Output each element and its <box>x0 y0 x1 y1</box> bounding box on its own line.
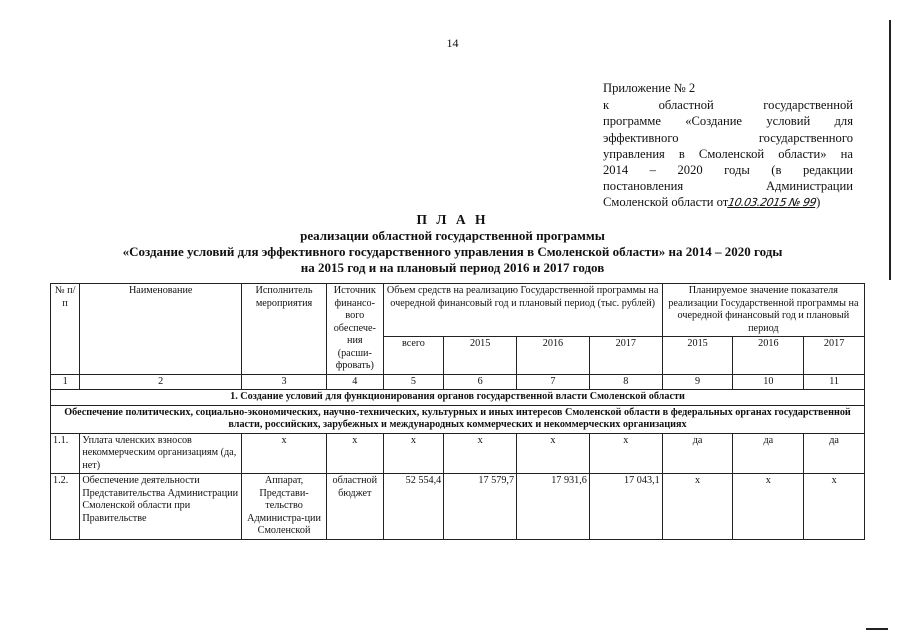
row-source: х <box>327 433 384 474</box>
goal-text: Обеспечение политических, социально-экономических, научно-технических, культурных и иных интересов Смоленской области в федеральных органах государственной власти, российских, зарубежных и международных коммерческих и некоммерческих организациях <box>51 405 865 433</box>
row-plan-2015: х <box>662 474 733 540</box>
row-plan-2017: да <box>804 433 865 474</box>
col-number: 10 <box>733 374 804 390</box>
header-total: всего <box>383 337 444 375</box>
row-plan-2017: х <box>804 474 865 540</box>
appendix-last-line <box>603 194 853 211</box>
row-2015: 17 579,7 <box>444 474 517 540</box>
goal-row <box>51 405 865 433</box>
corner-mark <box>866 628 888 630</box>
row-name: Уплата членских взносов некоммерческим организациям (да, нет) <box>80 433 242 474</box>
title-line: «Создание условий для эффективного государственного управления в Смоленской области» на 2014 – 2020 годы <box>122 244 783 259</box>
appendix-number: Приложение № 2 <box>603 81 696 95</box>
row-plan-2016: х <box>733 474 804 540</box>
column-number-row <box>51 374 865 390</box>
header-volume: Объем средств на реализацию Государственной программы на очередной финансовый год и плановый период (тыс. рублей) <box>383 284 662 337</box>
header-name: Наименование <box>80 284 242 375</box>
header-source: Источник финансо-вого обеспече-ния (расши-фровать) <box>327 284 384 375</box>
appendix-line: 2014 – 2020 годы (в редакции <box>603 163 853 178</box>
table-row <box>51 474 865 540</box>
appendix-line: постановления Администрации <box>603 179 853 194</box>
header-year-2017: 2017 <box>589 337 662 375</box>
col-number: 8 <box>589 374 662 390</box>
appendix-last-prefix: Смоленской области от <box>603 195 729 210</box>
header-plan-2015: 2015 <box>662 337 733 375</box>
handwritten-date-signature: 10.03.2015 № 99 <box>727 196 818 210</box>
section-row <box>51 390 865 406</box>
table-row <box>51 433 865 474</box>
col-number: 2 <box>80 374 242 390</box>
header-plan-2016: 2016 <box>733 337 804 375</box>
row-2017: 17 043,1 <box>589 474 662 540</box>
row-2016: 17 931,6 <box>517 474 590 540</box>
col-number: 6 <box>444 374 517 390</box>
header-num: № п/п <box>51 284 80 375</box>
row-2017: х <box>589 433 662 474</box>
appendix-line: к областной государственной <box>603 98 853 113</box>
col-number: 5 <box>383 374 444 390</box>
row-num: 1.1. <box>51 433 80 474</box>
row-num: 1.2. <box>51 474 80 540</box>
row-2015: х <box>444 433 517 474</box>
header-row <box>51 284 865 337</box>
page-number: 14 <box>446 36 459 50</box>
row-plan-2016: да <box>733 433 804 474</box>
document-title <box>0 212 905 276</box>
title-plan: П Л А Н <box>416 212 489 227</box>
header-year-2015: 2015 <box>444 337 517 375</box>
row-total: х <box>383 433 444 474</box>
header-planned: Планируемое значение показателя реализации Государственной программы на очередной финансовый год и плановый период <box>662 284 864 337</box>
row-source: областной бюджет <box>327 474 384 540</box>
row-2016: х <box>517 433 590 474</box>
row-total: 52 554,4 <box>383 474 444 540</box>
appendix-line: эффективного государственного <box>603 130 853 145</box>
col-number: 1 <box>51 374 80 390</box>
header-year-2016: 2016 <box>517 337 590 375</box>
title-line: реализации областной государственной программы <box>300 228 605 243</box>
appendix-last-suffix: ) <box>816 195 821 210</box>
header-executor: Исполнитель мероприятия <box>242 284 327 375</box>
row-name: Обеспечение деятельности Представительства Администрации Смоленской области при Правительстве <box>80 474 242 540</box>
plan-table <box>50 283 865 540</box>
title-line: на 2015 год и на плановый период 2016 и 2017 годов <box>300 260 605 275</box>
section-title: 1. Создание условий для функционирования органов государственной власти Смоленской области <box>51 390 865 406</box>
col-number: 7 <box>517 374 590 390</box>
row-executor: х <box>242 433 327 474</box>
row-plan-2015: да <box>662 433 733 474</box>
appendix-line: управления в Смоленской области» на <box>603 146 853 161</box>
row-executor: Аппарат, Представи-тельство Администра-ции Смоленской <box>242 474 327 540</box>
appendix-line: программе «Создание условий для <box>603 114 853 129</box>
col-number: 3 <box>242 374 327 390</box>
col-number: 11 <box>804 374 865 390</box>
col-number: 4 <box>327 374 384 390</box>
appendix-header <box>603 80 853 212</box>
col-number: 9 <box>662 374 733 390</box>
header-plan-2017: 2017 <box>804 337 865 375</box>
